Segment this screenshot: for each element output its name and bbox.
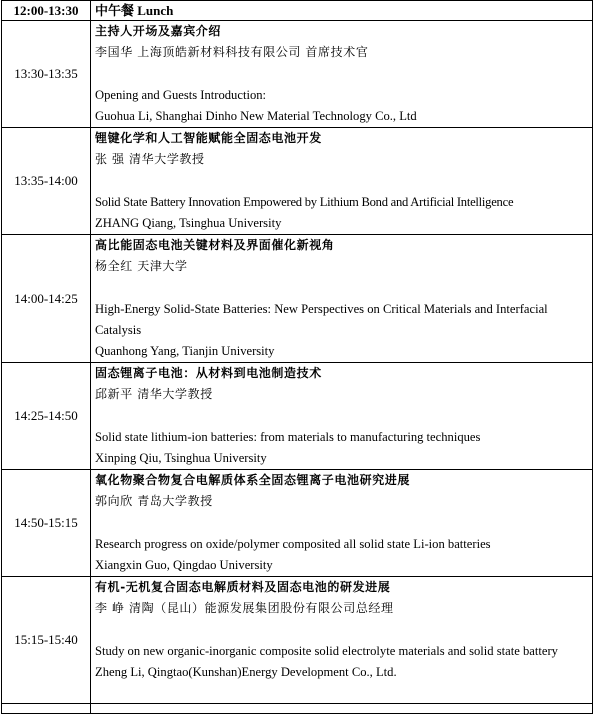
session-title-en: Opening and Guests Introduction:: [95, 87, 267, 102]
session-title-en: Solid State Battery Innovation Empowered by Lithium Bond and Artificial Intelligence: [95, 194, 514, 209]
lunch-time: 12:00-13:30: [2, 1, 91, 21]
session-time: 15:15-15:40: [2, 577, 91, 704]
session-info: [91, 363, 593, 470]
session-row: [2, 470, 593, 577]
session-speaker-zh: 邱新平 清华大学教授: [95, 387, 213, 402]
session-speaker-en: Guohua Li, Shanghai Dinho New Material Technology Co., Ltd: [95, 108, 417, 123]
session-info: [91, 235, 593, 363]
session-info: [91, 21, 593, 128]
session-row: [2, 363, 593, 470]
next-row-time: [2, 704, 91, 714]
session-speaker-zh: 杨全红 天津大学: [95, 259, 188, 274]
session-title-en: High-Energy Solid-State Batteries: New Perspectives on Critical Materials and Interfacial Catalysis: [95, 301, 548, 337]
session-time: 14:25-14:50: [2, 363, 91, 470]
spacer: [95, 513, 592, 534]
spacer: [95, 170, 592, 191]
session-info: [91, 470, 593, 577]
session-title-en: Study on new organic-inorganic composite solid electrolyte materials and solid state battery: [95, 643, 558, 658]
lunch-label: 中午餐 Lunch: [91, 1, 593, 21]
session-title-zh: 氧化物聚合物复合电解质体系全固态锂离子电池研究进展: [95, 473, 411, 488]
session-title-zh: 固态锂离子电池：从材料到电池制造技术: [95, 366, 322, 381]
session-speaker-en: Xinping Qiu, Tsinghua University: [95, 451, 267, 465]
spacer: [95, 406, 592, 427]
session-row: [2, 235, 593, 363]
session-row: [2, 21, 593, 128]
session-title-en: Solid state lithium-ion batteries: from materials to manufacturing techniques: [95, 429, 481, 444]
session-title-zh: 高比能固态电池关键材料及界面催化新视角: [95, 238, 335, 252]
spacer: [95, 277, 592, 298]
session-time: 14:00-14:25: [2, 235, 91, 363]
next-row-partial: [2, 704, 593, 714]
session-speaker-en: Zheng Li, Qingtao(Kunshan)Energy Development Co., Ltd.: [95, 665, 397, 679]
next-row-info: [91, 704, 593, 714]
session-speaker-zh: 张 强 清华大学教授: [95, 152, 205, 167]
session-speaker-zh: 李 峥 清陶（昆山）能源发展集团股份有限公司总经理: [95, 601, 394, 616]
session-speaker-en: Quanhong Yang, Tianjin University: [95, 344, 275, 358]
session-info: [91, 577, 593, 704]
spacer: [95, 63, 592, 84]
session-title-zh: 锂键化学和人工智能赋能全固态电池开发: [95, 131, 322, 145]
session-speaker-zh: 郭向欣 青岛大学教授: [95, 494, 213, 509]
session-row: [2, 577, 593, 704]
session-time: 14:50-15:15: [2, 470, 91, 577]
session-row: [2, 128, 593, 235]
session-title-zh: 有机-无机复合固态电解质材料及固态电池的研发进展: [95, 580, 391, 595]
lunch-row: [2, 1, 593, 21]
session-time: 13:35-14:00: [2, 128, 91, 235]
session-speaker-zh: 李国华 上海顶皓新材料科技有限公司 首席技术官: [95, 45, 369, 60]
session-time: 13:30-13:35: [2, 21, 91, 128]
agenda-table: [1, 0, 593, 714]
session-title-en: Research progress on oxide/polymer composited all solid state Li-ion batteries: [95, 536, 491, 551]
session-info: [91, 128, 593, 235]
session-speaker-en: ZHANG Qiang, Tsinghua University: [95, 215, 282, 230]
spacer: [95, 620, 592, 641]
session-title-zh: 主持人开场及嘉宾介绍: [95, 24, 222, 38]
session-speaker-en: Xiangxin Guo, Qingdao University: [95, 558, 273, 572]
